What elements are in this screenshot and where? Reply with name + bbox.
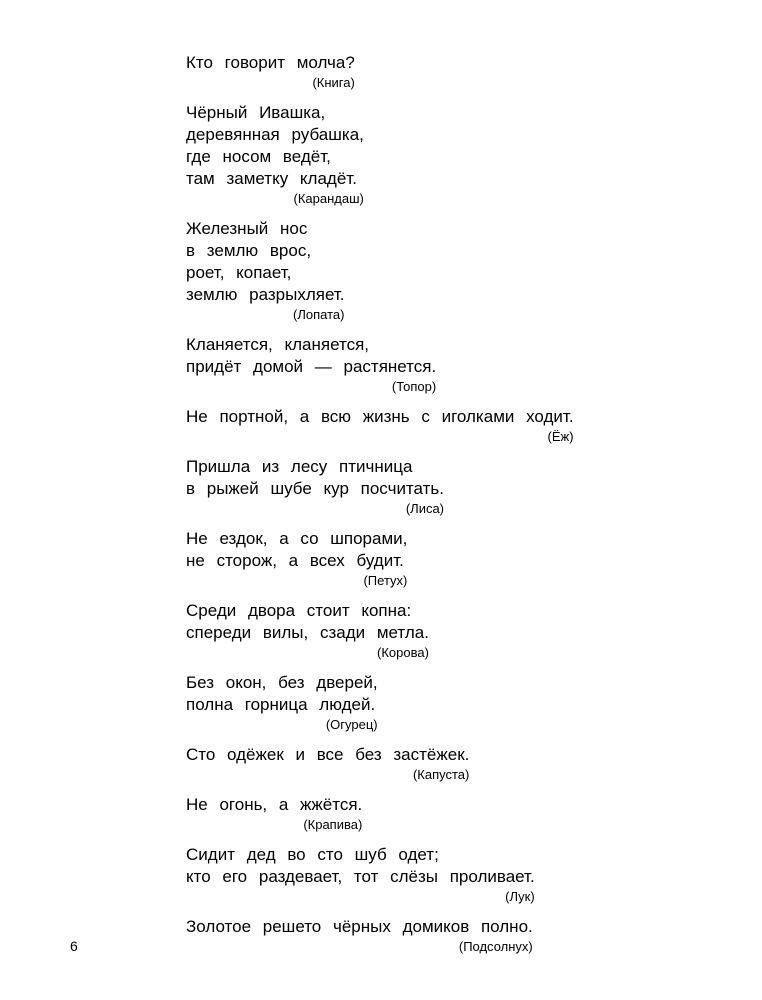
riddle-text-group — [186, 672, 378, 744]
riddle-text-group — [186, 406, 574, 456]
riddle-line: Кланяется, кланяется, — [186, 335, 370, 354]
riddle-text-group — [186, 844, 535, 916]
riddle-item — [186, 406, 656, 456]
riddle-item — [186, 744, 656, 794]
riddle-line: Кто говорит молча? — [186, 53, 355, 72]
riddle-text-group — [186, 600, 429, 672]
riddle-line: где носом ведёт, — [186, 147, 331, 166]
riddle-item — [186, 52, 656, 102]
riddle-answer: (Лук) — [505, 889, 535, 904]
riddle-line: Не ездок, а со шпорами, — [186, 529, 408, 548]
riddle-item — [186, 600, 656, 672]
riddle-text-group — [186, 794, 362, 844]
riddle-list — [186, 52, 656, 966]
riddle-line: Без окон, без дверей, — [186, 673, 378, 692]
riddle-line: Не портной, а всю жизнь с иголками ходит. — [186, 407, 574, 426]
riddle-item — [186, 672, 656, 744]
riddle-answer: (Огурец) — [325, 717, 378, 732]
riddle-line: Чёрный Ивашка, — [186, 103, 326, 122]
riddle-answer: (Топор) — [391, 379, 437, 394]
riddle-text-group — [186, 218, 344, 334]
riddle-answer: (Карандаш) — [293, 191, 364, 206]
riddle-line: полна горница людей. — [186, 695, 376, 714]
riddle-text-group — [186, 334, 436, 406]
riddle-line: Сто одёжек и все без застёжек. — [186, 745, 470, 764]
riddle-answer: (Капуста) — [412, 767, 470, 782]
riddle-text-group — [186, 52, 355, 102]
riddle-text-group — [186, 744, 469, 794]
riddle-answer: (Книга) — [312, 75, 355, 90]
riddle-item — [186, 102, 656, 218]
riddle-item — [186, 218, 656, 334]
riddle-text-group — [186, 456, 444, 528]
riddle-answer: (Корова) — [377, 645, 429, 660]
riddle-line: в землю врос, — [186, 241, 312, 260]
riddle-item — [186, 794, 656, 844]
riddle-line: кто его раздевает, тот слёзы проливает. — [186, 867, 535, 886]
riddle-line: роет, копает, — [186, 263, 292, 282]
page-number: 6 — [70, 938, 78, 954]
riddle-answer: (Лопата) — [293, 307, 345, 322]
riddle-line: Железный нос — [186, 219, 308, 238]
riddle-line: спереди вилы, сзади метла. — [186, 623, 429, 642]
riddle-text-group — [186, 102, 364, 218]
riddle-line: Золотое решето чёрных домиков полно. — [186, 917, 533, 936]
riddle-item — [186, 844, 656, 916]
riddle-line: Сидит дед во сто шуб одет; — [186, 845, 439, 864]
riddle-item — [186, 334, 656, 406]
riddle-line: в рыжей шубе кур посчитать. — [186, 479, 445, 498]
riddle-answer: (Лиса) — [405, 501, 445, 516]
riddle-line: деревянная рубашка, — [186, 125, 364, 144]
riddle-line: придёт домой — растянется. — [186, 357, 437, 376]
riddle-item — [186, 916, 656, 966]
riddle-text-group — [186, 916, 533, 966]
riddle-answer: (Крапива) — [303, 817, 363, 832]
riddle-line: Среди двора стоит копна: — [186, 601, 412, 620]
riddle-answer: (Подсолнух) — [458, 939, 533, 954]
riddle-line: Пришла из лесу птичница — [186, 457, 413, 476]
riddle-line: Не огонь, а жжётся. — [186, 795, 363, 814]
riddle-line: там заметку кладёт. — [186, 169, 357, 188]
riddle-item — [186, 528, 656, 600]
riddle-answer: (Петух) — [363, 573, 408, 588]
riddle-line: не сторож, а всех будит. — [186, 551, 404, 570]
riddle-answer: (Ёж) — [547, 429, 574, 444]
riddle-item — [186, 456, 656, 528]
riddle-text-group — [186, 528, 407, 600]
riddle-line: землю разрыхляет. — [186, 285, 345, 304]
